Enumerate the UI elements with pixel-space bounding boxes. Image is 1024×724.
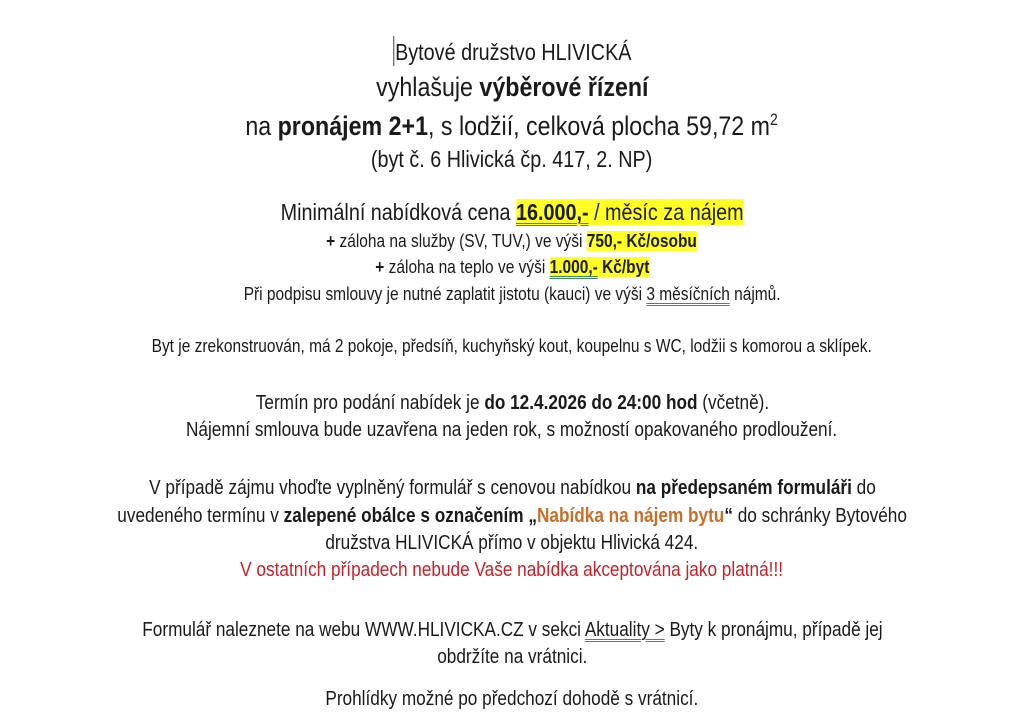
invalid-offer-warning: V ostatních případech nebude Vaše nabídka akceptována jako platná!!! (240, 559, 784, 581)
submission-line-2: uvedeného termínu v zalepené obálce s označením „Nabídka na nájem bytu“ do schránky Bytového (117, 505, 907, 527)
submission-line-3: družstva HLIVICKÁ přímo v objektu Hlivická 424. (325, 532, 699, 554)
services-advance: + záloha na služby (SV, TUV,) ve výši 750,- Kč/osobu (326, 231, 698, 251)
contract-terms: Nájemní smlouva bude uzavřena na jeden rok, s možností opakovaného prodloužení. (186, 419, 838, 441)
heating-advance: + záloha na teplo ve výši 1.000,- Kč/byt (374, 257, 650, 277)
submission-line-1: V případě zájmu vhoďte vyplněný formulář s cenovou nabídkou na předepsaném formuláři do (148, 477, 876, 499)
text-cursor (393, 36, 394, 66)
deposit-info: Při podpisu smlouvy je nutné zaplatit jistotu (kauci) ve výši 3 měsíčních nájmů. (243, 284, 781, 304)
org-name: Bytové družstvo HLIVICKÁ (394, 39, 632, 65)
minimum-price: Minimální nabídková cena 16.000,- / měsíc za nájem (280, 199, 744, 225)
viewing-info: Prohlídky možné po předchozí dohodě s vrátnicí. (325, 688, 699, 710)
apartment-summary: na pronájem 2+1, s lodžií, celková plocha 59,72 $m^2$ (245, 111, 779, 141)
apartment-address: (byt č. 6 Hlivická čp. 417, 2. NP) (371, 146, 653, 172)
form-location-line-2: obdržíte na vrátnici. (436, 646, 588, 668)
form-location-line-1: Formulář naleznete na webu WWW.HLIVICKA.CZ v sekci Aktuality > Byty k pronájmu, případě jej (141, 619, 883, 641)
aktuality-link[interactable]: Aktuality > (584, 619, 665, 641)
apartment-description: Byt je zrekonstruován, má 2 pokoje, předsíň, kuchyňský kout, koupelnu s WC, lodžii s komorou a sklípek. (151, 336, 873, 356)
deadline: Termín pro podání nabídek je do 12.4.2026 do 24:00 hod (včetně). (255, 392, 769, 414)
announcement-heading: vyhlašuje výběrové řízení (375, 72, 649, 102)
